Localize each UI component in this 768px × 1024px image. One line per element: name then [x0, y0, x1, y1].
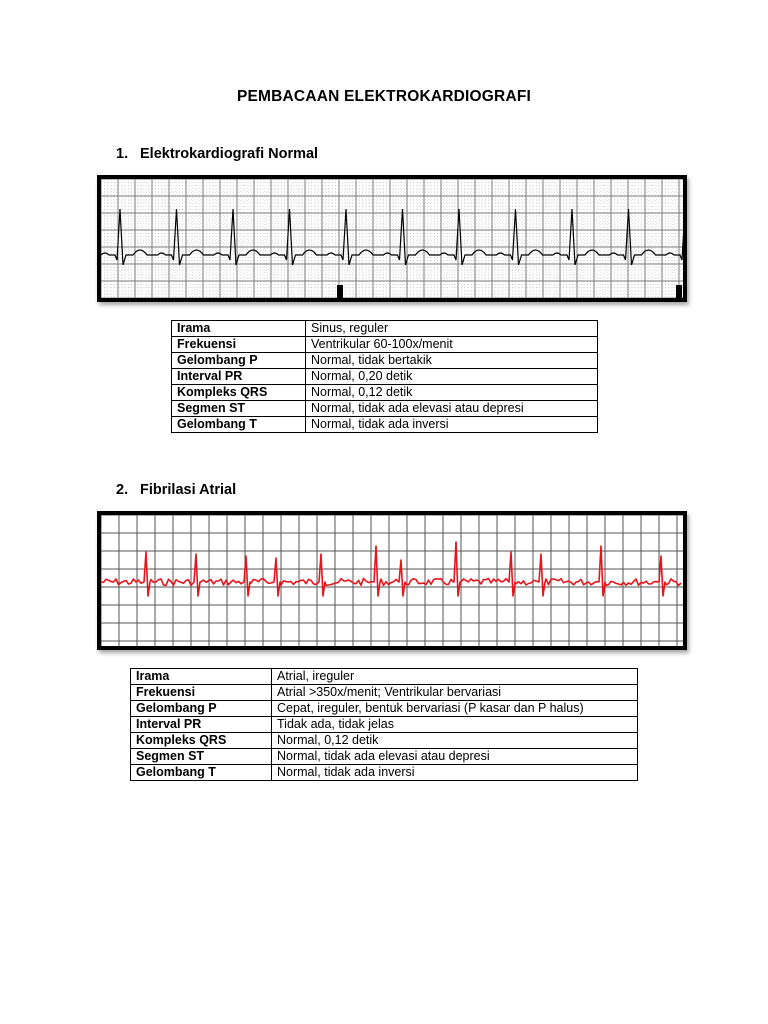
row-value: Normal, tidak ada inversi	[306, 417, 598, 433]
table-row	[131, 733, 638, 749]
section-title: Elektrokardiografi Normal	[140, 146, 319, 162]
ecg-af-trace-image	[101, 515, 683, 646]
table-row	[131, 749, 638, 765]
section-heading-normal	[116, 146, 318, 162]
row-value: Cepat, ireguler, bentuk bervariasi (P kasar dan P halus)	[272, 701, 638, 717]
row-value: Ventrikular 60-100x/menit	[306, 337, 598, 353]
table-row	[172, 353, 598, 369]
ecg-normal-trace-image	[101, 179, 683, 298]
row-label: Kompleks QRS	[131, 733, 272, 749]
ecg-af-reading-table	[130, 668, 638, 781]
row-value: Sinus, reguler	[306, 321, 598, 337]
row-value: Atrial >350x/menit; Ventrikular bervariasi	[272, 685, 638, 701]
row-label: Gelombang T	[131, 765, 272, 781]
row-value: Normal, tidak bertakik	[306, 353, 598, 369]
calibration-mark	[676, 285, 682, 298]
row-label: Irama	[131, 669, 272, 685]
table-row	[131, 669, 638, 685]
row-label: Kompleks QRS	[172, 385, 306, 401]
row-label: Irama	[172, 321, 306, 337]
row-value: Normal, tidak ada elevasi atau depresi	[272, 749, 638, 765]
section-number: 1.	[116, 146, 129, 162]
row-value: Normal, 0,12 detik	[306, 385, 598, 401]
row-label: Gelombang P	[172, 353, 306, 369]
row-value: Normal, tidak ada inversi	[272, 765, 638, 781]
ecg-strip-atrial-fibrillation	[97, 511, 687, 650]
ecg-normal-reading-table	[171, 320, 598, 433]
table-row	[131, 685, 638, 701]
section-heading-af	[116, 482, 236, 498]
row-label: Frekuensi	[131, 685, 272, 701]
table-row	[172, 417, 598, 433]
table-row	[172, 401, 598, 417]
table-row	[172, 321, 598, 337]
row-value: Normal, tidak ada elevasi atau depresi	[306, 401, 598, 417]
ecg-grid	[101, 179, 683, 298]
row-label: Frekuensi	[172, 337, 306, 353]
section-number: 2.	[116, 482, 129, 498]
table-row	[172, 385, 598, 401]
table-row	[131, 701, 638, 717]
row-label: Segmen ST	[131, 749, 272, 765]
calibration-mark	[337, 285, 343, 298]
row-value: Normal, 0,12 detik	[272, 733, 638, 749]
row-label: Interval PR	[131, 717, 272, 733]
table-row	[172, 337, 598, 353]
page-title: PEMBACAAN ELEKTROKARDIOGRAFI	[236, 88, 532, 105]
row-label: Gelombang P	[131, 701, 272, 717]
row-value: Tidak ada, tidak jelas	[272, 717, 638, 733]
table-row	[131, 717, 638, 733]
row-value: Atrial, ireguler	[272, 669, 638, 685]
row-value: Normal, 0,20 detik	[306, 369, 598, 385]
table-row	[172, 369, 598, 385]
table-row	[131, 765, 638, 781]
row-label: Segmen ST	[172, 401, 306, 417]
section-title: Fibrilasi Atrial	[140, 482, 237, 498]
ecg-strip-normal	[97, 175, 687, 302]
row-label: Gelombang T	[172, 417, 306, 433]
row-label: Interval PR	[172, 369, 306, 385]
